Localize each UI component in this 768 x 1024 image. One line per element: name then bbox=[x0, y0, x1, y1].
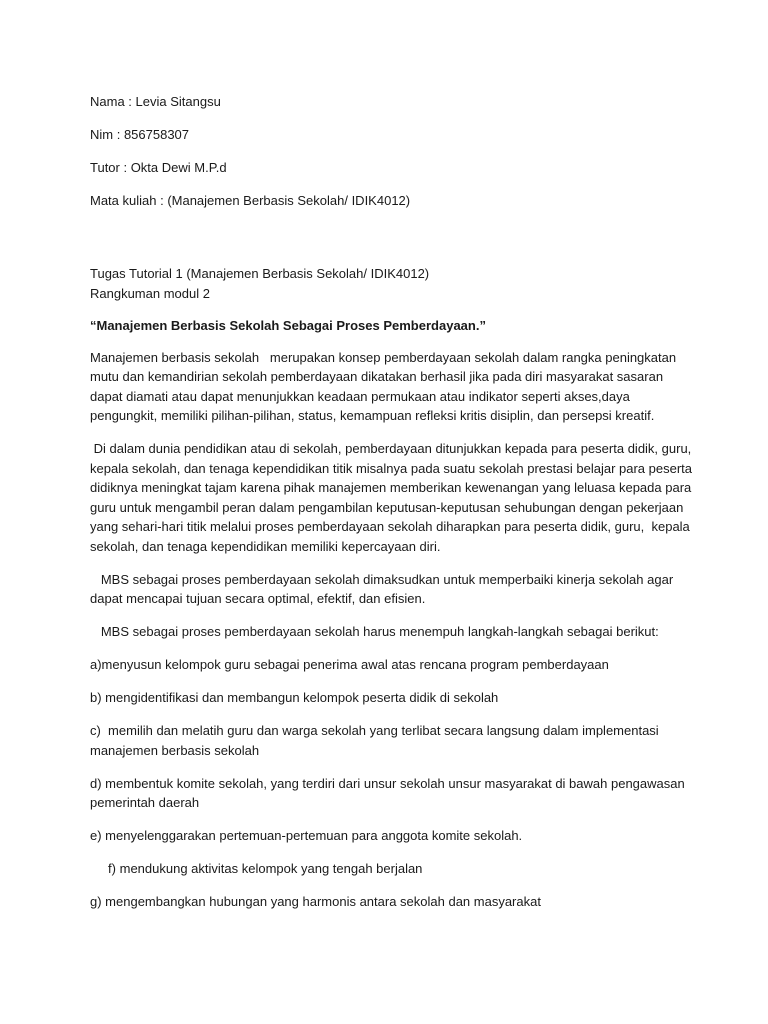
step-f: f) mendukung aktivitas kelompok yang tengah berjalan bbox=[90, 861, 423, 876]
paragraph-2 bbox=[90, 439, 690, 556]
paragraph-line: guru untuk mengambil peran dalam pengambilan keputusan-keputusan sehubungan dengan pekerjaan bbox=[90, 499, 684, 515]
paragraph-line: dapat diamati atau dapat menunjukkan keadaan permukaan atau indikator seperti akses,daya bbox=[90, 388, 630, 404]
document-title: “Manajemen Berbasis Sekolah Sebagai Proses Pemberdayaan.” bbox=[90, 318, 486, 333]
tutor-name: Tutor : Okta Dewi M.P.d bbox=[90, 160, 227, 175]
paragraph-line: yang sehari-hari titik melalui proses pemberdayaan sekolah diharapkan para peserta didik, guru, kepala bbox=[90, 519, 690, 534]
student-name: Nama : Levia Sitangsu bbox=[90, 94, 221, 109]
paragraph-line: dapat mencapai tujuan secara optimal, efektif, dan efisien. bbox=[90, 591, 426, 606]
step-line: pemerintah daerah bbox=[90, 795, 200, 810]
paragraph-1 bbox=[90, 348, 690, 426]
assignment-line-1: Tugas Tutorial 1 (Manajemen Berbasis Sekolah/ IDIK4012) bbox=[90, 266, 430, 281]
paragraph-line: Di dalam dunia pendidikan atau di sekolah, pemberdayaan ditunjukkan kepada para peserta didik, guru, bbox=[90, 441, 692, 456]
step-line: d) membentuk komite sekolah, yang terdiri dari unsur sekolah unsur masyarakat di bawah pengawasan bbox=[90, 775, 685, 791]
paragraph-3 bbox=[90, 570, 690, 609]
spacer bbox=[90, 224, 690, 264]
step-e: e) menyelenggarakan pertemuan-pertemuan para anggota komite sekolah. bbox=[90, 828, 523, 843]
step-line: manajemen berbasis sekolah bbox=[90, 742, 260, 758]
paragraph-line: pengungkit, memiliki pilihan-pilihan, status, kemampuan refleksi kritis disiplin, dan persepsi kreatif. bbox=[90, 408, 655, 423]
step-b: b) mengidentifikasi dan membangun kelompok peserta didik di sekolah bbox=[90, 690, 499, 705]
paragraph-line: Manajemen berbasis sekolah merupakan konsep pemberdayaan sekolah dalam rangka peningkatan bbox=[90, 349, 677, 365]
course-name: Mata kuliah : (Manajemen Berbasis Sekolah/ IDIK4012) bbox=[90, 193, 411, 208]
step-c bbox=[90, 721, 690, 760]
assignment-line-2: Rangkuman modul 2 bbox=[90, 285, 210, 301]
paragraph-line: didiknya meningkat tajam karena pihak manajemen memberikan kewenangan yang leluasa kepada para bbox=[90, 480, 692, 495]
paragraph-line: mutu dan kemandirian sekolah pemberdayaan dikatakan berhasil jika pada diri masyarakat sasaran bbox=[90, 369, 664, 384]
document-page bbox=[90, 92, 690, 925]
step-g: g) mengembangkan hubungan yang harmonis antara sekolah dan masyarakat bbox=[90, 894, 541, 909]
paragraph-4: MBS sebagai proses pemberdayaan sekolah harus menempuh langkah-langkah sebagai berikut: bbox=[90, 624, 659, 639]
paragraph-line: kepala sekolah, dan tenaga kependidikan titik misalnya pada suatu sekolah prestasi belajar para peserta bbox=[90, 460, 692, 476]
step-d bbox=[90, 774, 690, 813]
paragraph-line: MBS sebagai proses pemberdayaan sekolah dimaksudkan untuk memperbaiki kinerja sekolah agar bbox=[90, 571, 674, 587]
step-line: c) memilih dan melatih guru dan warga sekolah yang terlibat secara langsung dalam implementasi bbox=[90, 723, 659, 738]
step-a: a)menyusun kelompok guru sebagai penerima awal atas rencana program pemberdayaan bbox=[90, 657, 609, 672]
paragraph-line: sekolah, dan tenaga kependidikan memiliki kepercayaan diri. bbox=[90, 538, 441, 554]
student-nim: Nim : 856758307 bbox=[90, 127, 190, 142]
